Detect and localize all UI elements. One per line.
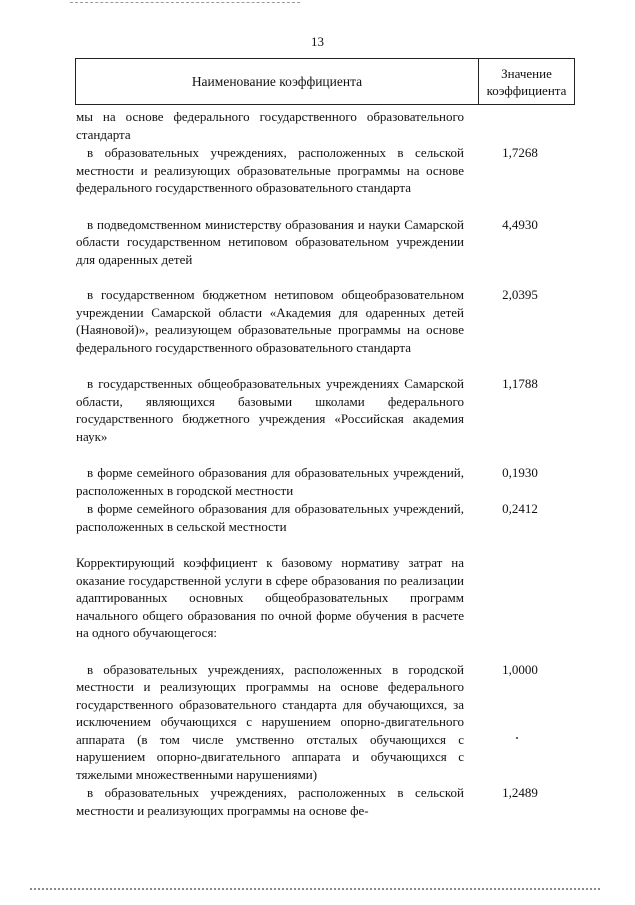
row-value: 0,2412 xyxy=(502,501,538,516)
row-value: 1,0000 xyxy=(502,661,538,677)
row-text: в образовательных учреждениях, расположенных в городской местности и реализующих программы на основе федерального государственного образовательного стандарта для обучающихся, за исключением обучающихся с нарушением опорно-двигательного аппарата (в том числе умственно отсталых обучающихся с нарушением опорно-двигательного аппарата и обучающихся с тяжелыми множественными нарушениями) xyxy=(76,661,464,782)
row-value: 1,2489 xyxy=(502,785,538,800)
table-row xyxy=(76,464,576,499)
header-value-line1: Значение xyxy=(501,65,552,81)
row-text: мы на основе федерального государственного образовательного стандарта xyxy=(76,109,464,142)
row-value: 0,1930 xyxy=(502,465,538,480)
page-number: 13 xyxy=(311,34,324,49)
table-row xyxy=(76,108,576,143)
table-row xyxy=(76,784,576,819)
row-text: в образовательных учреждениях, расположенных в сельской местности и реализующих образовательные программы на основе федерального государственного образовательного стандарта xyxy=(76,145,464,195)
row-value: 1,7268 xyxy=(502,145,538,160)
row-value: 2,0395 xyxy=(502,287,538,302)
row-text: Корректирующий коэффициент к базовому нормативу затрат на оказание государственной услуги в сфере образования по реализации адаптированных основных общеобразовательных программ начального общего образования по очной форме обучения в расчете на одного обучающегося: xyxy=(76,555,464,640)
row-value: 1,1788 xyxy=(502,376,538,391)
table-row xyxy=(76,375,576,445)
table-body xyxy=(76,108,576,819)
row-text: в государственном бюджетном нетиповом общеобразовательном учреждении Самарской области «Академия для одаренных детей (Наяновой)», реализующем образовательные программы на основе федерального государственного образовательного стандарта xyxy=(76,287,464,355)
table-row xyxy=(76,286,576,356)
table-row xyxy=(76,500,576,535)
table-row xyxy=(76,144,576,197)
row-text: в подведомственном министерству образования и науки Самарской области государственном нетиповом образовательном учреждении для одаренных детей xyxy=(76,216,464,267)
table-row xyxy=(76,661,576,784)
row-value xyxy=(464,108,576,143)
row-text: в форме семейного образования для образовательных учреждений, расположенных в сельской местности xyxy=(76,501,464,534)
table-row xyxy=(76,216,576,269)
table-header xyxy=(75,58,575,105)
header-value-line2: коэффициента xyxy=(486,82,567,98)
header-value-column xyxy=(479,59,574,104)
row-text: в образовательных учреждениях, расположенных в сельской местности и реализующих программы на основе фе- xyxy=(76,785,464,818)
scan-artifact-top xyxy=(70,2,300,4)
row-text: в форме семейного образования для образовательных учреждений, расположенных в городской местности xyxy=(76,465,464,498)
header-name-column: Наименование коэффициента xyxy=(191,73,363,89)
row-value xyxy=(464,554,576,642)
scan-speck xyxy=(516,737,518,739)
table-row xyxy=(76,554,576,642)
scan-artifact-bottom xyxy=(30,888,600,892)
row-text: в государственных общеобразовательных учреждениях Самарской области, являющихся базовыми школами федерального государственного бюджетного учреждения «Российская академия наук» xyxy=(76,376,464,444)
row-value: 4,4930 xyxy=(502,216,538,232)
